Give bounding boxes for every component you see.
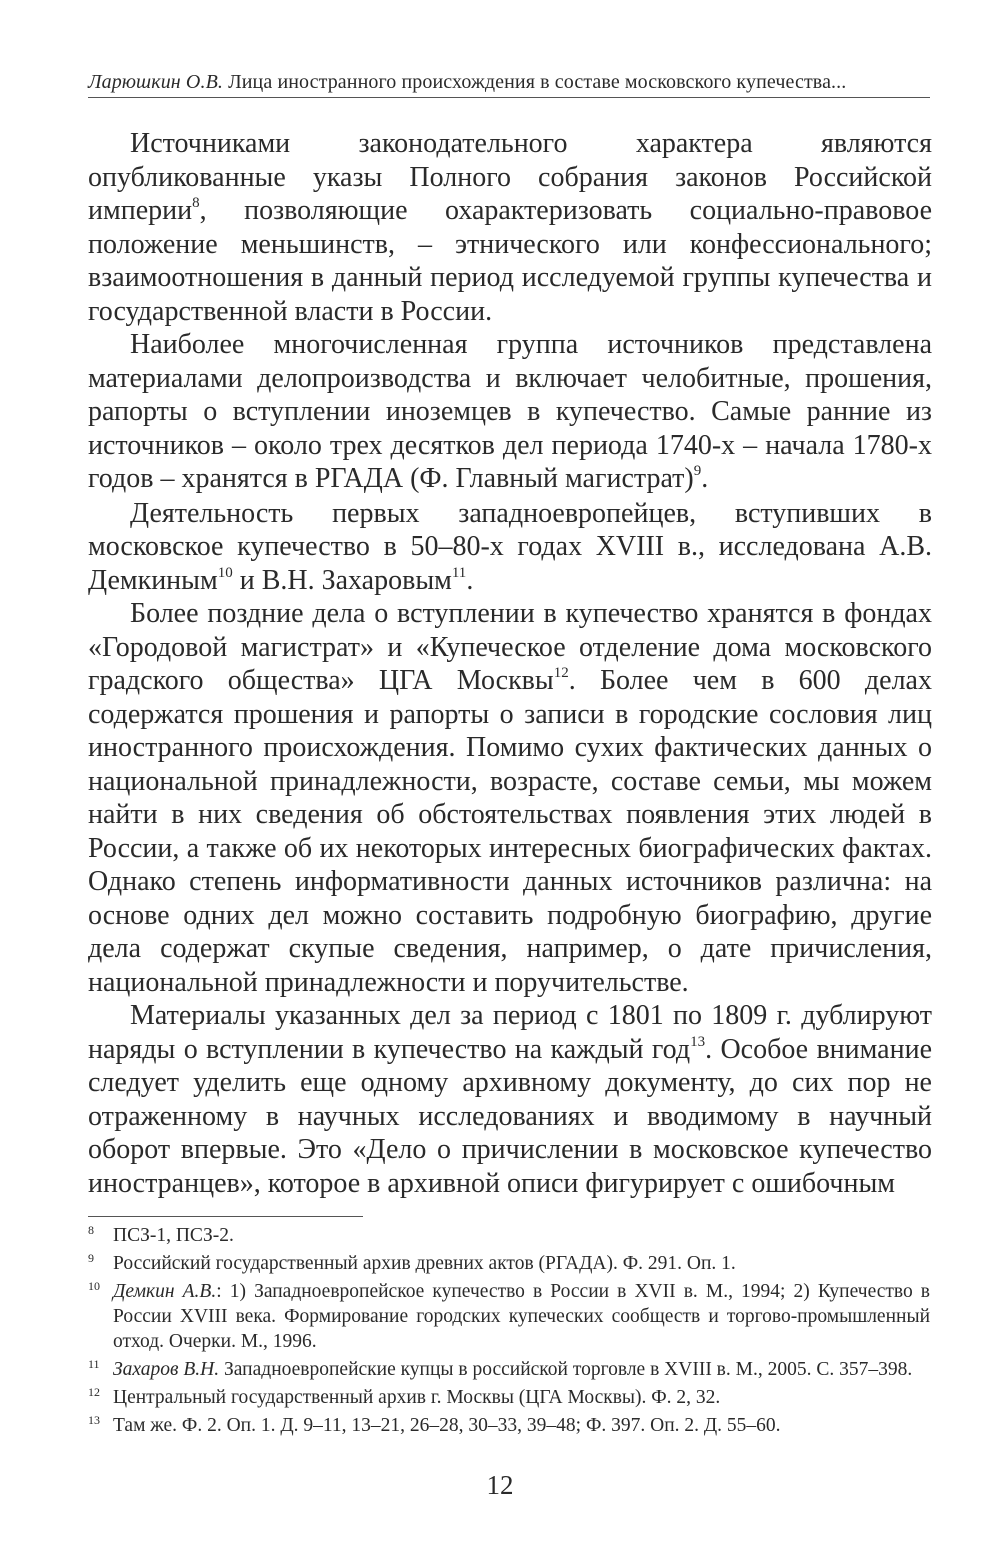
paragraph-4-text: Более поздние дела о вступлении в купечество хранятся в фондах «Городовой магистрат» и «Купеческое отделение дома московского градского общества» ЦГА Москвы <box>88 598 932 696</box>
footnote-text: Там же. Ф. 2. Оп. 1. Д. 9–11, 13–21, 26–28, 30–33, 39–48; Ф. 397. Оп. 2. Д. 55–60. <box>113 1415 781 1436</box>
footnote-ref-11: 11 <box>451 564 467 581</box>
paragraph-3-tail: . <box>466 564 474 596</box>
footnote-number: 12 <box>88 1385 100 1399</box>
footnote-ref-10: 10 <box>217 564 233 581</box>
footnote-text: Центральный государственный архив г. Москвы (ЦГА Москвы). Ф. 2, 32. <box>113 1387 721 1408</box>
paragraph-2 <box>88 328 932 496</box>
footnote-text: : 1) Западноевропейское купечество в России в XVII в. М., 1994; 2) Купечество в России XVIII века. Формирование городских купеческих сообществ и торгово-промышленный отход. Очерки. М., 1996. <box>113 1281 930 1352</box>
footnote-divider <box>88 1216 363 1217</box>
paragraph-1 <box>88 127 932 328</box>
footnote-10 <box>88 1279 930 1354</box>
header-divider <box>88 97 930 98</box>
paragraph-1-text: Источниками законодательного характера являются опубликованные указы Полного собрания законов Российской империи <box>88 128 932 226</box>
paragraph-3-text: Деятельность первых западноевропейцев, вступивших в московское купечество в 50–80-х годах XVIII в., исследована А.В. Демкиным <box>88 497 932 596</box>
footnote-author: Захаров В.Н. <box>113 1359 220 1380</box>
footnote-author: Демкин А.В. <box>113 1281 217 1302</box>
paragraph-5-text: Материалы указанных дел за период с 1801 по 1809 г. дублируют наряды о вступлении в купечество на каждый год <box>88 1000 932 1065</box>
footnote-text: Западноевропейские купцы в российской торговле в XVIII в. М., 2005. С. 357–398. <box>219 1359 913 1380</box>
paragraph-1-tail: , позволяющие охарактеризовать социально-правовое положение меньшинств, – этнического или конфессионального; взаимоотношения в данный период исследуемой группы купечества и государственной власти в России. <box>88 195 932 327</box>
page-number: 12 <box>486 1470 514 1500</box>
running-header <box>88 70 930 94</box>
footnote-13 <box>88 1413 930 1438</box>
header-author: Ларюшкин О.В. <box>88 71 223 93</box>
paragraph-3-middle: и В.Н. Захаровым <box>232 564 452 596</box>
main-text <box>88 127 932 1200</box>
footnote-12 <box>88 1385 930 1410</box>
footnote-number: 10 <box>88 1279 100 1293</box>
footnote-text: ПСЗ-1, ПСЗ-2. <box>113 1225 234 1246</box>
paragraph-5-tail: . Особое внимание следует уделить еще одному архивному документу, до сих пор не отраженному в научных исследованиях и вводимому в научный оборот впервые. Это «Дело о причислении в московское купечество иностранцев», которое в архивной описи фигурирует с ошибочным <box>88 1033 932 1199</box>
header-title: Лица иностранного происхождения в составе московского купечества... <box>228 71 847 93</box>
footnote-ref-13: 13 <box>690 1033 706 1050</box>
footnote-8 <box>88 1223 930 1248</box>
paragraph-5 <box>88 999 932 1200</box>
paragraph-4-tail: . Более чем в 600 делах содержатся прошения и рапорты о записи в городские сословия лиц иностранного происхождения. Помимо сухих фактических данных о национальной принадлежности, возрасте, составе семьи, мы можем найти в них сведения об обстоятельствах появления этих людей в России, а также об их некоторых интересных биографических фактах. Однако степень информативности данных источников различна: на основе одних дел можно составить подробную биографию, другие дела содержат скупые сведения, например, о дате причисления, национальной принадлежности и поручительстве. <box>88 665 932 998</box>
footnote-number: 9 <box>88 1251 94 1265</box>
footnote-9 <box>88 1251 930 1276</box>
footnote-ref-9: 9 <box>693 463 702 479</box>
footnote-ref-8: 8 <box>192 195 200 211</box>
footnote-number: 8 <box>88 1223 94 1237</box>
footnote-text: Российский государственный архив древних актов (РГАДА). Ф. 291. Оп. 1. <box>113 1253 736 1274</box>
footnote-number: 11 <box>88 1357 100 1371</box>
paragraph-3 <box>88 497 932 598</box>
footnotes <box>88 1223 930 1438</box>
footnote-11 <box>88 1357 930 1382</box>
paragraph-2-text: Наиболее многочисленная группа источников представлена материалами делопроизводства и включает челобитные, прошения, рапорты о вступлении иноземцев в купечество. Самые ранние из источников – около трех десятков дел периода 1740-х – начала 1780-х годов – хранятся в РГАДА (Ф. Главный магистрат) <box>88 329 932 494</box>
paragraph-2-tail: . <box>701 463 709 494</box>
footnote-number: 13 <box>88 1413 100 1427</box>
footnote-ref-12: 12 <box>553 665 569 681</box>
paragraph-4 <box>88 597 932 999</box>
